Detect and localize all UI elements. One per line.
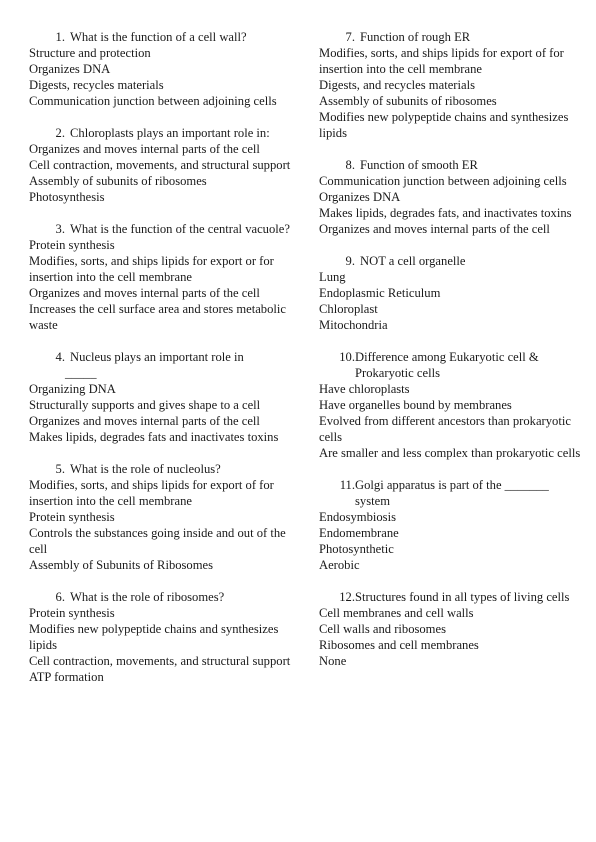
answer-options <box>29 605 291 685</box>
answer-option: Modifies, sorts, and ships lipids for export of for insertion into the cell membrane <box>319 46 564 76</box>
answer-option: Organizes and moves internal parts of the cell <box>29 286 260 300</box>
question-blank: _____ <box>65 366 97 380</box>
question-number: 1. <box>55 30 65 44</box>
question-number: 12. <box>339 590 355 604</box>
answer-option: Photosynthetic <box>319 542 394 556</box>
question-5 <box>29 461 291 573</box>
question-text: What is the function of the central vacuole? <box>70 222 290 236</box>
question-number: 11. <box>339 478 355 492</box>
answer-options <box>29 237 291 333</box>
question-text: Golgi apparatus is part of the _______ system <box>355 478 549 508</box>
answer-option: Assembly of Subunits of Ribosomes <box>29 558 214 572</box>
question-text: Difference among Eukaryotic cell & Prokaryotic cells <box>355 350 539 380</box>
question-4 <box>29 349 291 445</box>
question-3 <box>29 221 291 333</box>
answer-option: Makes lipids, degrades fats, and inactivates toxins <box>319 206 572 220</box>
answer-option: Endomembrane <box>319 526 399 540</box>
answer-option: Organizes and moves internal parts of the cell <box>319 222 550 236</box>
question-text: What is the function of a cell wall? <box>70 30 247 44</box>
answer-option: Protein synthesis <box>29 510 115 524</box>
answer-options <box>29 477 291 573</box>
answer-option: Organizing DNA <box>29 382 116 396</box>
answer-option: Evolved from different ancestors than prokaryotic cells <box>319 414 571 444</box>
question-number: 4. <box>55 350 65 364</box>
answer-option: Makes lipids, degrades fats and inactivates toxins <box>29 430 279 444</box>
answer-option: Cell walls and ribosomes <box>319 622 446 636</box>
answer-options <box>319 173 583 237</box>
question-10 <box>319 349 583 461</box>
question-11 <box>319 477 583 573</box>
answer-option: Endoplasmic Reticulum <box>319 286 441 300</box>
answer-option: ATP formation <box>29 670 104 684</box>
question-header <box>29 589 291 605</box>
answer-option: Mitochondria <box>319 318 388 332</box>
question-text: Nucleus plays an important role in <box>70 350 244 364</box>
question-header <box>319 29 583 45</box>
answer-option: Chloroplast <box>319 302 378 316</box>
answer-option: Communication junction between adjoining cells <box>29 94 277 108</box>
question-text: What is the role of nucleolus? <box>70 462 221 476</box>
question-12 <box>319 589 583 669</box>
question-header <box>29 221 291 237</box>
answer-option: Structurally supports and gives shape to a cell <box>29 398 261 412</box>
answer-options <box>319 605 583 669</box>
question-number: 10. <box>339 350 355 364</box>
answer-option: Digests, and recycles materials <box>319 78 475 92</box>
question-number: 3. <box>55 222 65 236</box>
answer-option: Modifies new polypeptide chains and synthesizes lipids <box>319 110 569 140</box>
question-number: 9. <box>345 254 355 268</box>
question-9 <box>319 253 583 333</box>
answer-option: Structure and protection <box>29 46 151 60</box>
answer-options <box>319 381 583 461</box>
answer-option: Have organelles bound by membranes <box>319 398 512 412</box>
answer-option: Cell contraction, movements, and structural support <box>29 158 291 172</box>
question-text: Function of smooth ER <box>360 158 478 172</box>
answer-options <box>319 269 583 333</box>
answer-option: Aerobic <box>319 558 360 572</box>
answer-options <box>319 45 583 141</box>
question-header <box>319 477 583 509</box>
question-7 <box>319 29 583 141</box>
answer-option: Photosynthesis <box>29 190 105 204</box>
answer-option: Are smaller and less complex than prokaryotic cells <box>319 446 581 460</box>
answer-option: Modifies, sorts, and ships lipids for export of for insertion into the cell membrane <box>29 478 274 508</box>
answer-option: Organizes DNA <box>319 190 401 204</box>
question-number: 7. <box>345 30 355 44</box>
answer-option: Controls the substances going inside and out of the cell <box>29 526 286 556</box>
question-1 <box>29 29 291 109</box>
question-text: NOT a cell organelle <box>360 254 466 268</box>
question-number: 5. <box>55 462 65 476</box>
answer-options <box>29 141 291 205</box>
question-6 <box>29 589 291 685</box>
answer-option: None <box>319 654 347 668</box>
answer-options <box>29 381 291 445</box>
question-number: 6. <box>55 590 65 604</box>
question-header <box>319 253 583 269</box>
answer-option: Cell contraction, movements, and structural support <box>29 654 291 668</box>
question-header <box>29 29 291 45</box>
answer-option: Modifies, sorts, and ships lipids for export or for insertion into the cell membrane <box>29 254 274 284</box>
answer-option: Assembly of subunits of ribosomes <box>29 174 207 188</box>
question-header <box>319 157 583 173</box>
question-text: Structures found in all types of living cells <box>355 590 570 604</box>
answer-option: Lung <box>319 270 346 284</box>
answer-option: Cell membranes and cell walls <box>319 606 474 620</box>
question-header <box>319 589 583 605</box>
question-header <box>29 349 291 365</box>
answer-option: Modifies new polypeptide chains and synthesizes lipids <box>29 622 279 652</box>
question-text: Function of rough ER <box>360 30 471 44</box>
question-header <box>319 349 583 381</box>
question-8 <box>319 157 583 237</box>
question-header <box>29 125 291 141</box>
question-text: Chloroplasts plays an important role in: <box>70 126 270 140</box>
answer-option: Assembly of subunits of ribosomes <box>319 94 497 108</box>
question-2 <box>29 125 291 205</box>
answer-option: Endosymbiosis <box>319 510 396 524</box>
answer-options <box>319 509 583 573</box>
question-number: 8. <box>345 158 355 172</box>
answer-option: Organizes and moves internal parts of the cell <box>29 414 260 428</box>
answer-options <box>29 45 291 109</box>
answer-option: Digests, recycles materials <box>29 78 164 92</box>
question-header <box>29 461 291 477</box>
answer-option: Protein synthesis <box>29 606 115 620</box>
answer-option: Ribosomes and cell membranes <box>319 638 479 652</box>
answer-option: Increases the cell surface area and stores metabolic waste <box>29 302 286 332</box>
question-number: 2. <box>55 126 65 140</box>
right-question-column <box>319 29 583 685</box>
question-text: What is the role of ribosomes? <box>70 590 225 604</box>
answer-option: Protein synthesis <box>29 238 115 252</box>
answer-option: Have chloroplasts <box>319 382 410 396</box>
answer-option: Organizes DNA <box>29 62 111 76</box>
answer-option: Communication junction between adjoining cells <box>319 174 567 188</box>
left-question-column <box>29 29 291 701</box>
answer-option: Organizes and moves internal parts of the cell <box>29 142 260 156</box>
